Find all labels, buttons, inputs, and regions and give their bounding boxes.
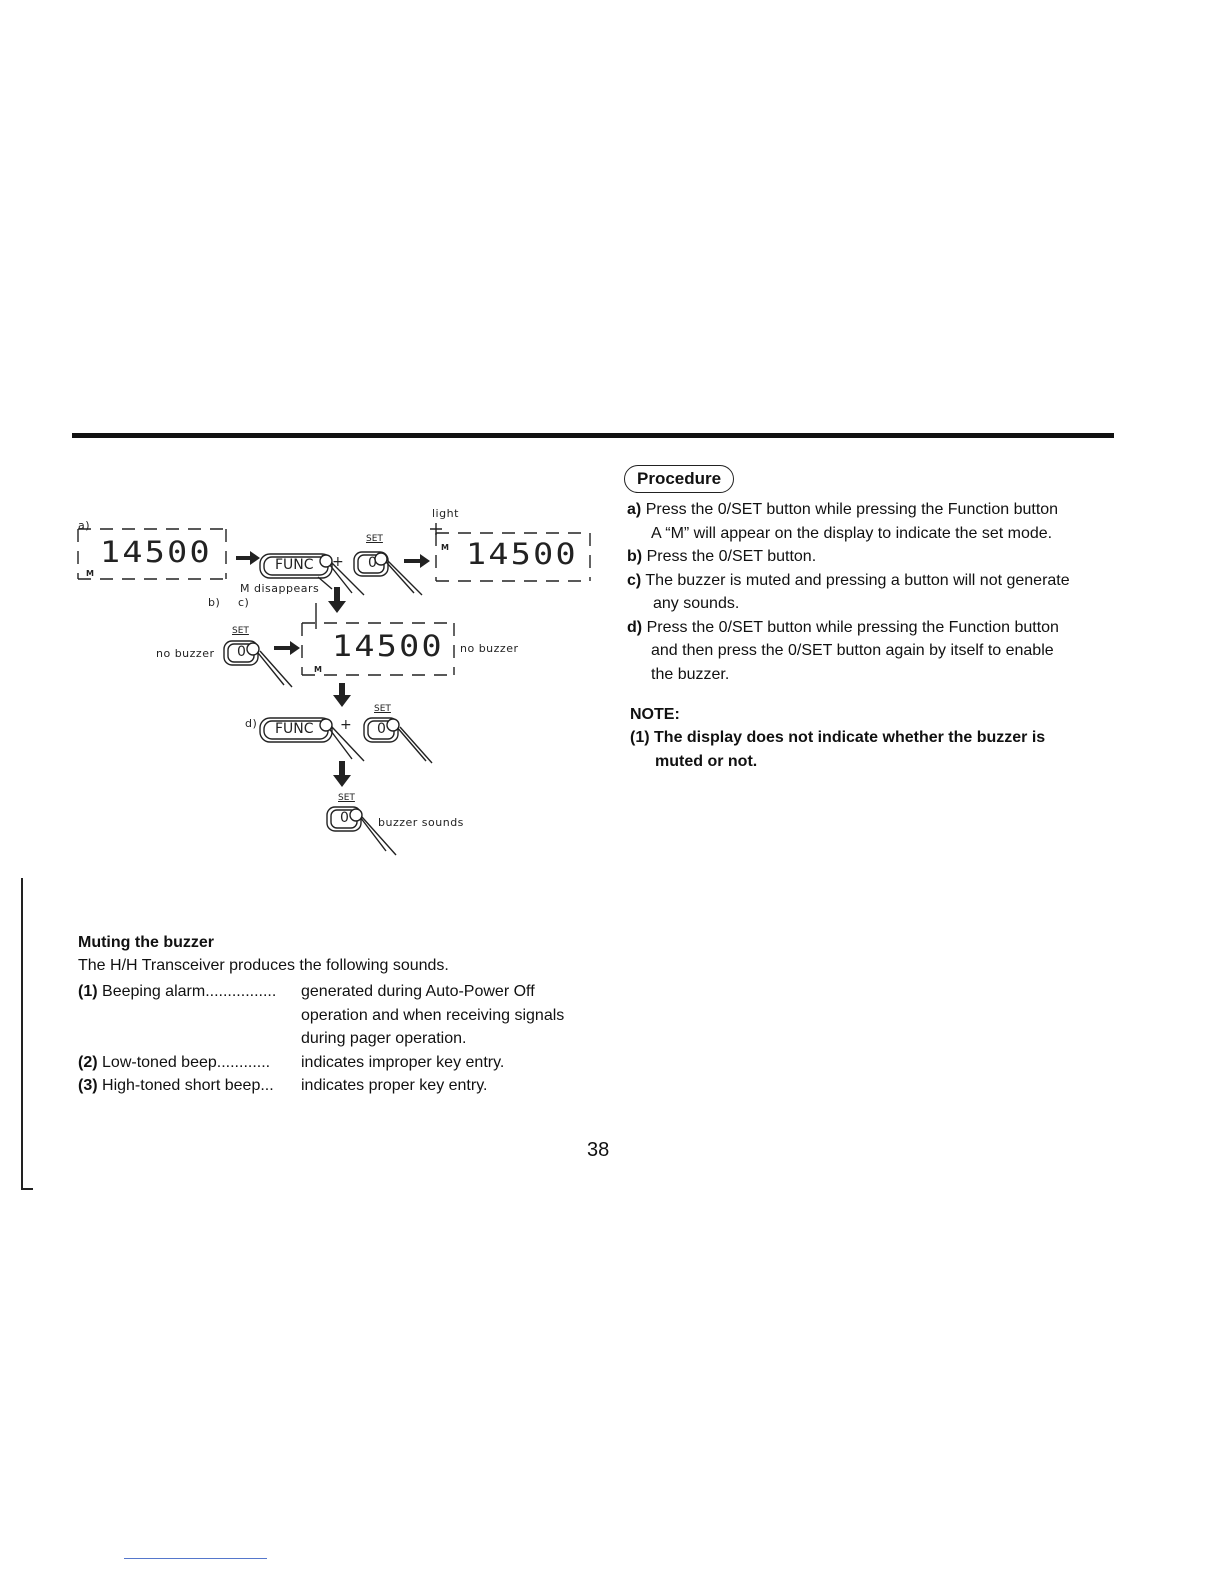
zero-button-mid-label: 0 — [237, 644, 246, 660]
sound-row — [78, 1051, 618, 1075]
arrow-right-2 — [404, 554, 430, 568]
zero-button-final-label: 0 — [340, 810, 349, 826]
note-item-text: The display does not indicate whether the buzzer is — [654, 729, 1046, 746]
sound-name: Low-toned beep............ — [102, 1053, 271, 1071]
sound-row — [78, 980, 618, 1004]
sound-label — [78, 1051, 270, 1075]
step-text: Press the 0/SET button while pressing the Function button — [645, 501, 1059, 518]
arrow-right-3 — [274, 641, 300, 655]
sound-key: (1) — [78, 983, 98, 1000]
step-text: Press the 0/SET button. — [646, 548, 817, 565]
muting-intro: The H/H Transceiver produces the following sounds. — [78, 957, 449, 974]
step-key: d) — [627, 618, 643, 636]
lcd-b-value: 14500 — [332, 629, 444, 663]
note-item-cont: muted or not. — [655, 753, 758, 770]
m-disappears-label: M disappears — [240, 582, 320, 595]
margin-bracket-horizontal — [21, 1188, 33, 1190]
footer-line — [124, 1558, 267, 1559]
procedure-step-c — [627, 569, 1127, 593]
procedure-steps — [627, 498, 1127, 686]
buzzer-sounds-label: buzzer sounds — [378, 816, 464, 829]
sound-desc: generated during Auto-Power Off — [301, 983, 535, 1000]
arrow-down-3 — [333, 761, 351, 787]
set-label-mid: SET — [232, 626, 249, 636]
note-item-line — [630, 726, 1110, 750]
lcd-c-m: M — [441, 543, 449, 552]
note-item — [630, 726, 1110, 774]
no-buzzer-left-label: no buzzer — [156, 647, 215, 660]
plus-sign-d: + — [340, 717, 352, 733]
step-key: a) — [627, 501, 642, 518]
sound-desc-cont: during pager operation. — [301, 1030, 467, 1047]
sound-key: (2) — [78, 1053, 98, 1071]
sounds-list — [78, 980, 618, 1098]
procedure-step-d-cont2: the buzzer. — [651, 665, 730, 683]
procedure-step-a-cont: A “M” will appear on the display to indicate the set mode. — [651, 524, 1053, 542]
sound-row — [78, 1074, 618, 1098]
arrow-down-1 — [328, 587, 346, 613]
step-key: b) — [627, 548, 643, 565]
procedure-heading: Procedure — [624, 465, 734, 493]
lcd-b-m: M — [314, 665, 322, 674]
sound-name: Beeping alarm................ — [102, 983, 277, 1000]
no-buzzer-right-label: no buzzer — [460, 642, 519, 655]
note-item-key: (1) — [630, 729, 650, 746]
procedure-step-b — [627, 545, 1127, 569]
sound-desc-cont: operation and when receiving signals — [301, 1006, 565, 1024]
sound-label — [78, 980, 276, 1004]
note-title: NOTE: — [630, 706, 680, 723]
zero-button-d-label: 0 — [377, 721, 386, 737]
sound-desc: indicates improper key entry. — [301, 1053, 505, 1071]
sound-key: (3) — [78, 1077, 98, 1094]
top-rule — [72, 433, 1114, 438]
step-text: Press the 0/SET button while pressing the Function button — [646, 618, 1059, 636]
step-a-label: a) — [78, 519, 91, 532]
procedure-step-a — [627, 498, 1127, 522]
sound-row-cont — [78, 1004, 618, 1028]
sound-name: High-toned short beep... — [102, 1077, 274, 1094]
light-label: light — [432, 507, 459, 520]
func-button-d-label: FUNC — [275, 721, 314, 737]
set-label-final: SET — [338, 793, 355, 803]
set-label-d: SET — [374, 704, 391, 714]
arrow-down-2 — [333, 683, 351, 707]
buzzer-procedure-diagram — [70, 495, 610, 875]
lcd-a-m: M — [86, 569, 94, 578]
procedure-step-d — [627, 616, 1127, 640]
set-label-top: SET — [366, 534, 383, 544]
muting-title: Muting the buzzer — [78, 934, 214, 951]
lcd-c-value: 14500 — [466, 537, 578, 571]
zero-button-top-label: 0 — [368, 555, 377, 571]
margin-bracket-vertical — [21, 878, 23, 1190]
sound-desc: indicates proper key entry. — [301, 1077, 488, 1094]
step-key: c) — [627, 571, 642, 589]
sound-label — [78, 1074, 274, 1098]
sound-row-cont — [78, 1027, 618, 1051]
procedure-step-c-cont: any sounds. — [653, 595, 740, 612]
lcd-a-value: 14500 — [100, 535, 212, 569]
arrow-right-1 — [236, 551, 260, 565]
procedure-step-d-cont: and then press the 0/SET button again by itself to enable — [651, 642, 1054, 659]
func-button-top-label: FUNC — [275, 557, 314, 573]
step-d-label: d) — [245, 717, 258, 730]
step-b-label: b) — [208, 596, 221, 609]
plus-sign-top: + — [332, 554, 344, 570]
page-number: 38 — [587, 1139, 610, 1161]
step-text: The buzzer is muted and pressing a button will not generate — [645, 571, 1070, 589]
step-c-label: c) — [238, 596, 250, 609]
